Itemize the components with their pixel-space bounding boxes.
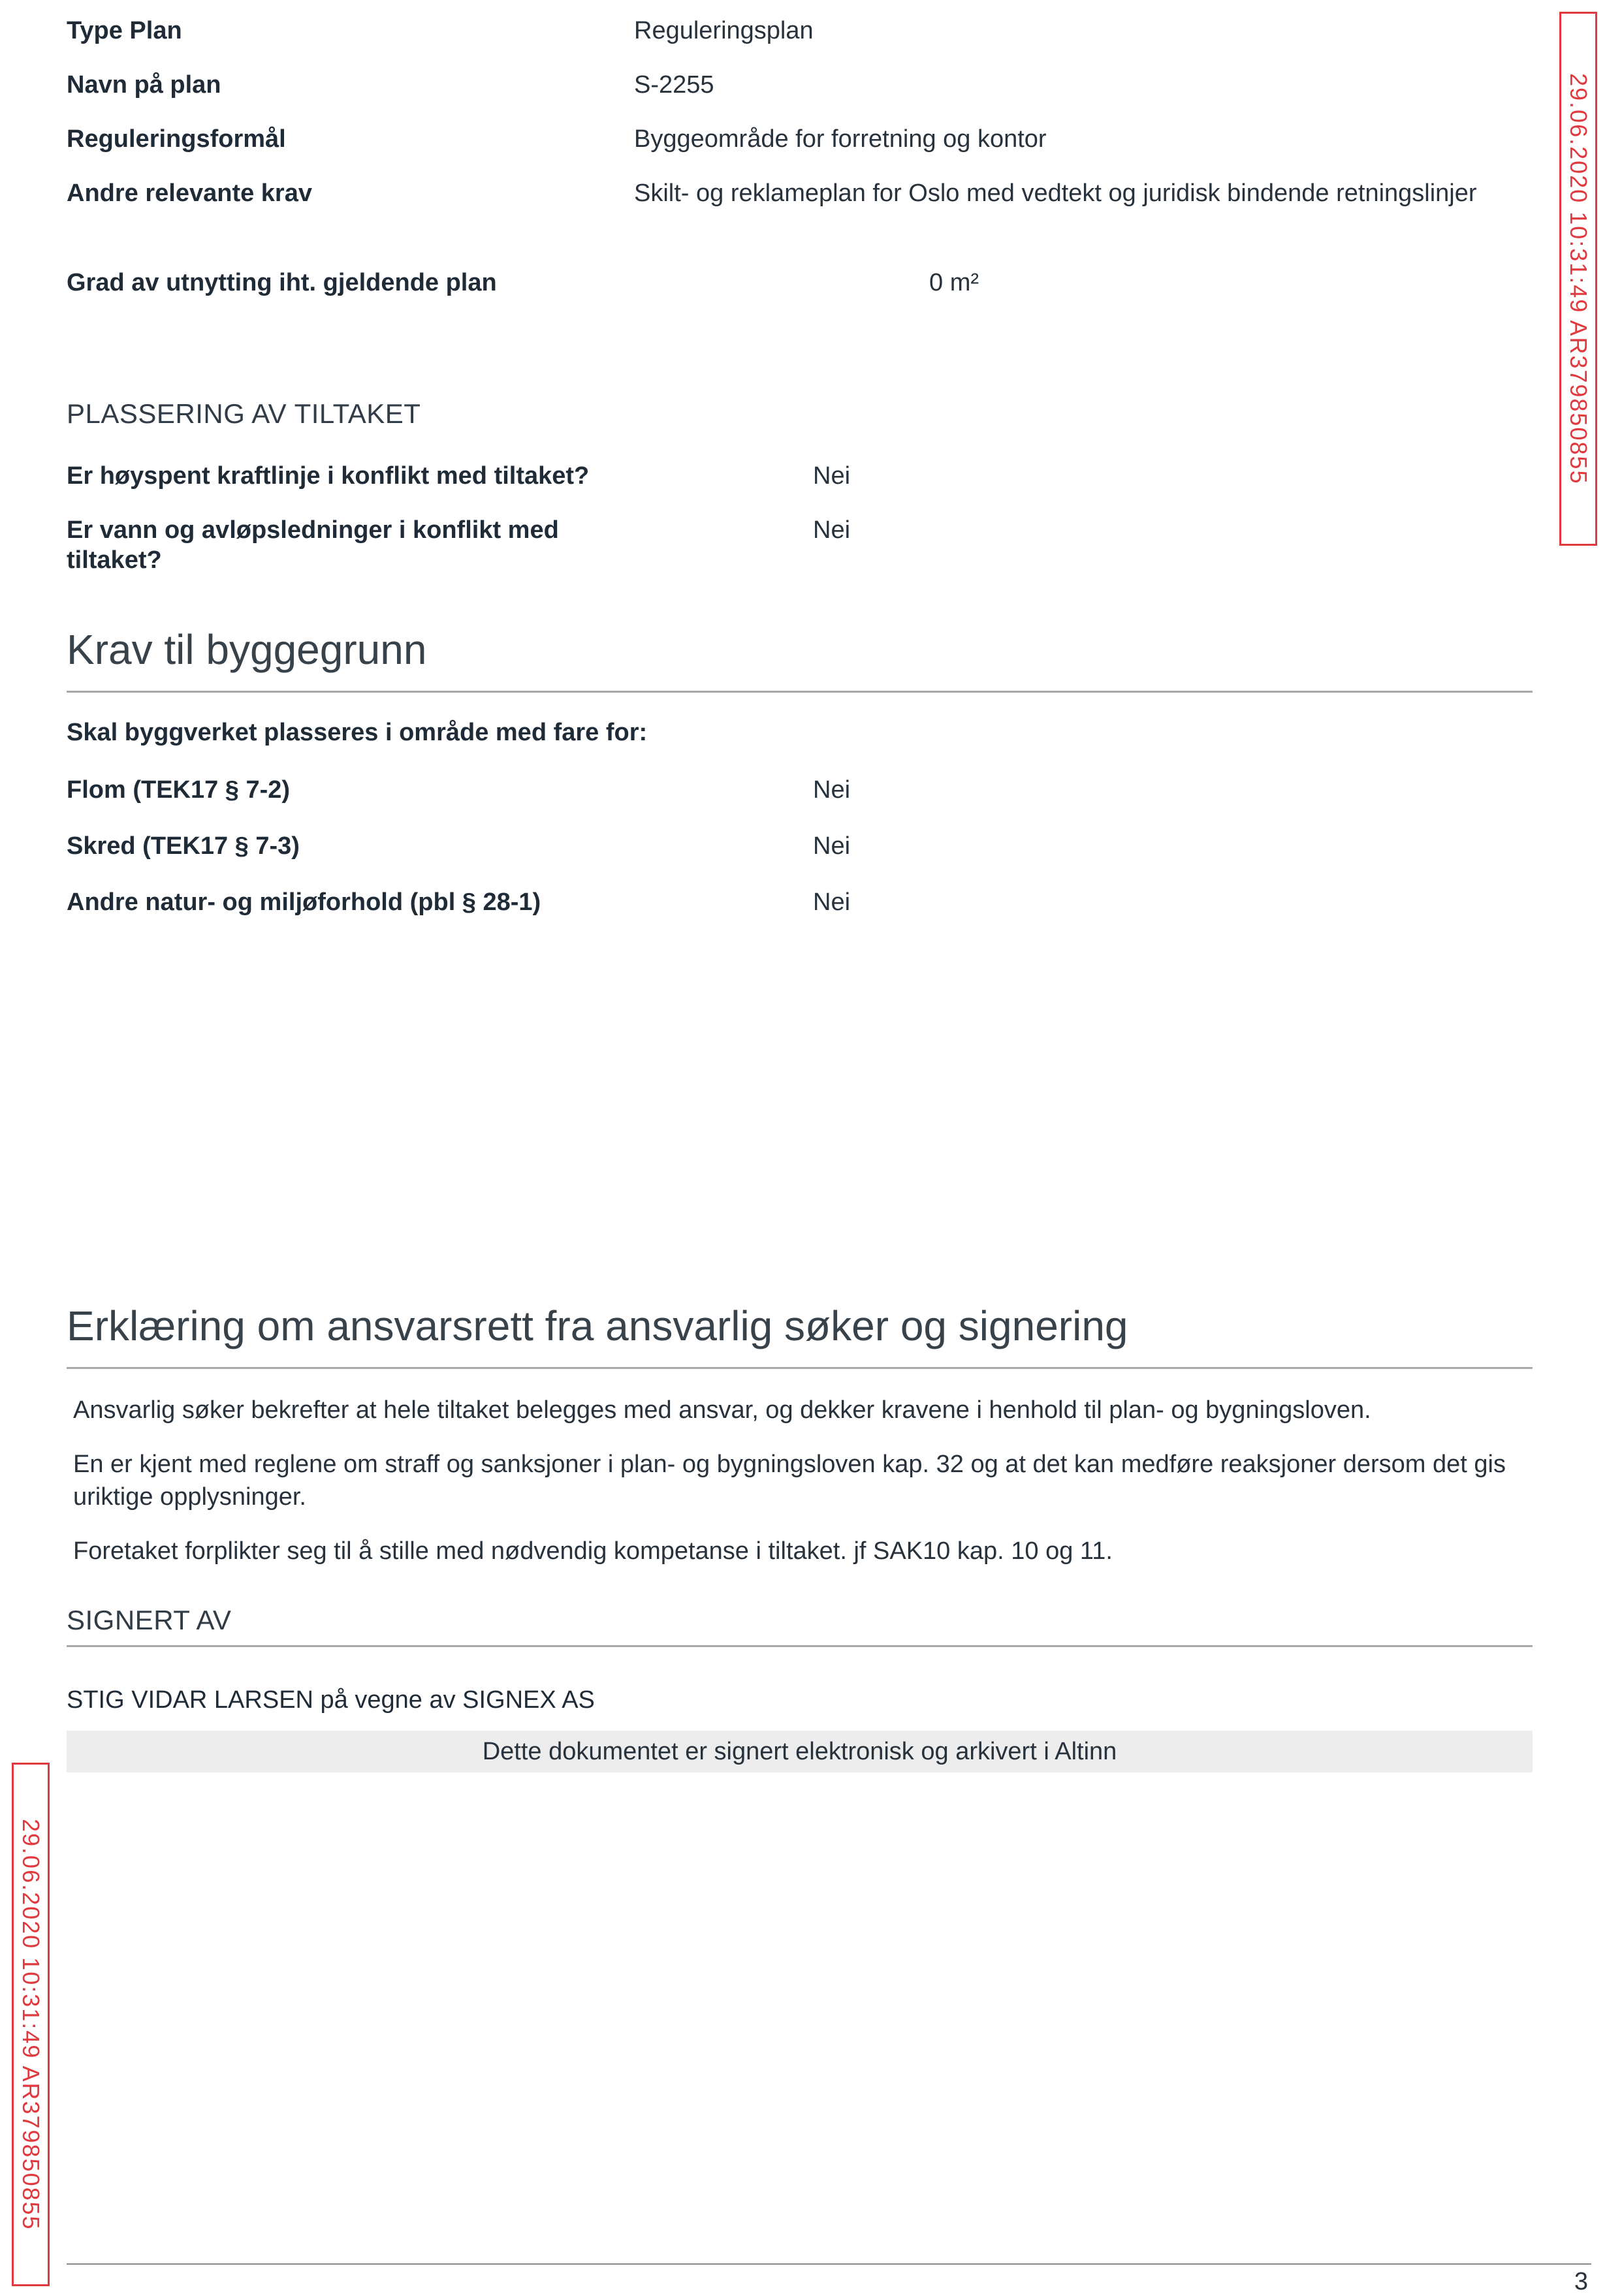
byggegrunn-intro: Skal byggverket plasseres i område med fare for: <box>67 719 648 746</box>
row-navn-pa-plan <box>67 70 1533 100</box>
byggegrunn-heading: Krav til byggegrunn <box>67 624 1533 693</box>
field-label-skred: Skred (TEK17 § 7-3) <box>67 832 300 860</box>
field-label-vann-avlop: Er vann og avløpsledninger i konflikt med tiltaket? <box>67 516 559 574</box>
erklaering-heading: Erklæring om ansvarsrett fra ansvarlig søker og signering <box>67 1300 1533 1369</box>
signature-stamp-right <box>1559 12 1597 546</box>
field-value-skred: Nei <box>813 832 851 860</box>
field-label-grad-av-utnytting: Grad av utnytting iht. gjeldende plan <box>67 269 497 296</box>
plassering-section <box>67 397 1533 599</box>
field-label-andre-relevante-krav: Andre relevante krav <box>67 180 312 207</box>
field-value-navn-pa-plan: S-2255 <box>634 71 714 99</box>
signature-stamp-right-text: 29.06.2020 10:31:49 AR379850855 <box>1565 72 1592 485</box>
field-value-vann-avlop: Nei <box>813 516 851 544</box>
row-type-plan <box>67 16 1533 46</box>
row-hoyspent-kraftlinje <box>67 461 1533 491</box>
field-value-grad-av-utnytting: 0 m² <box>929 269 979 296</box>
field-value-andre-natur: Nei <box>813 889 851 916</box>
field-value-hoyspent: Nei <box>813 462 851 490</box>
row-andre-natur-miljoforhold <box>67 887 1533 917</box>
row-vann-avlop <box>67 515 1533 575</box>
field-value-andre-relevante-krav: Skilt- og reklameplan for Oslo med vedtekt og juridisk bindende retningslinjer <box>634 180 1477 207</box>
page-number: 3 <box>1574 2268 1588 2295</box>
erklaering-paragraph-1: Ansvarlig søker bekrefter at hele tiltaket belegges med ansvar, og dekker kravene i henhold til plan- og bygningsloven. <box>73 1396 1371 1424</box>
electronic-signature-note: Dette dokumentet er signert elektronisk og arkivert i Altinn <box>482 1737 1117 1765</box>
row-skred <box>67 831 1533 861</box>
signature-stamp-left <box>12 1763 50 2286</box>
plassering-heading: PLASSERING AV TILTAKET <box>67 398 421 429</box>
field-value-type-plan: Reguleringsplan <box>634 17 814 44</box>
erklaering-section <box>67 1300 1533 1772</box>
byggegrunn-section <box>67 624 1533 943</box>
row-andre-relevante-krav <box>67 178 1533 244</box>
field-label-reguleringsformal: Reguleringsformål <box>67 125 286 153</box>
field-label-andre-natur: Andre natur- og miljøforhold (pbl § 28-1) <box>67 889 541 916</box>
erklaering-paragraph-2: En er kjent med reglene om straff og sanksjoner i plan- og bygningsloven kap. 32 og at det kan medføre reaksjoner dersom det gis uriktige opplysninger. <box>73 1451 1506 1511</box>
field-label-navn-pa-plan: Navn på plan <box>67 71 221 99</box>
field-label-flom: Flom (TEK17 § 7-2) <box>67 776 291 804</box>
field-value-reguleringsformal: Byggeområde for forretning og kontor <box>634 125 1047 153</box>
signature-stamp-left-text: 29.06.2020 10:31:49 AR379850855 <box>18 1818 44 2231</box>
field-label-hoyspent: Er høyspent kraftlinje i konflikt med tiltaket? <box>67 462 590 490</box>
field-label-type-plan: Type Plan <box>67 17 182 44</box>
signert-av-heading: SIGNERT AV <box>67 1603 1533 1647</box>
signer-name: STIG VIDAR LARSEN på vegne av SIGNEX AS <box>67 1686 595 1714</box>
row-flom <box>67 775 1533 805</box>
plan-details-section <box>67 16 1533 322</box>
field-value-flom: Nei <box>813 776 851 804</box>
footer-divider <box>67 2263 1591 2265</box>
erklaering-paragraph-3: Foretaket forplikter seg til å stille med nødvendig kompetanse i tiltaket. jf SAK10 kap. 10 og 11. <box>73 1537 1113 1565</box>
row-reguleringsformal <box>67 124 1533 154</box>
electronic-signature-bar <box>67 1731 1533 1772</box>
row-grad-av-utnytting <box>67 268 1533 298</box>
